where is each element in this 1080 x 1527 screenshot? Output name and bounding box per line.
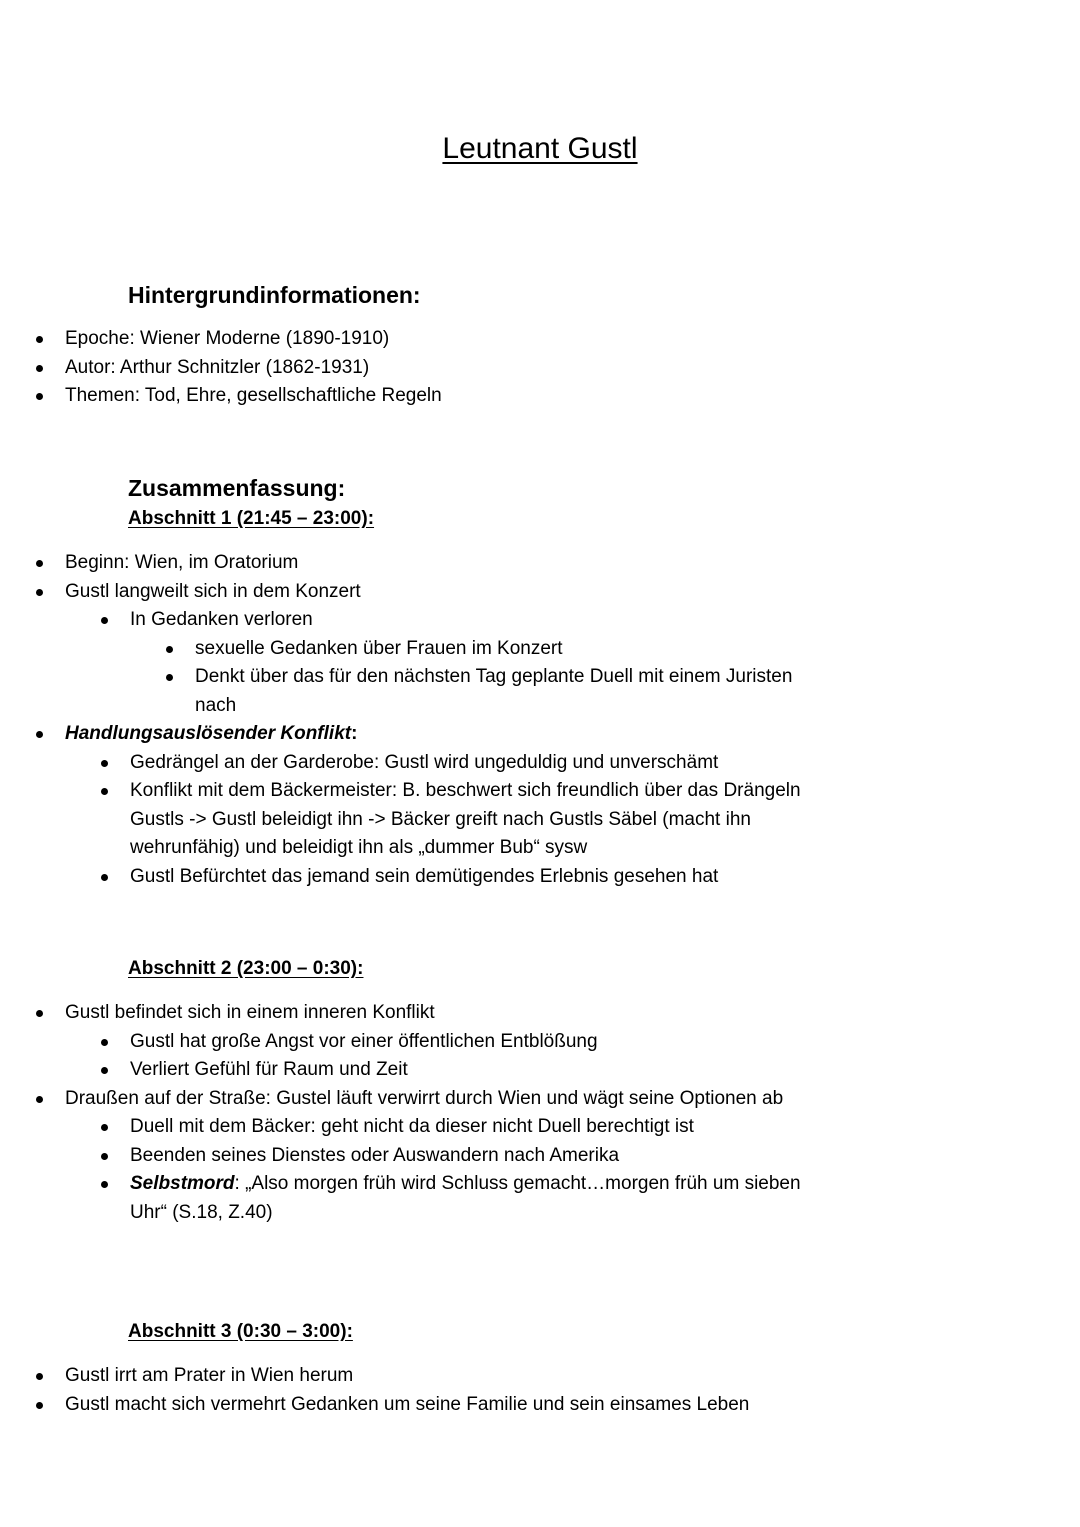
conflict-item xyxy=(0,720,835,749)
list-item: Verliert Gefühl für Raum und Zeit xyxy=(0,1056,810,1085)
page-title: Leutnant Gustl xyxy=(442,132,638,165)
list-item: Gedrängel an der Garderobe: Gustl wird ungeduldig und unverschämt xyxy=(0,749,810,778)
bullet-icon xyxy=(36,589,43,596)
list-item: Beginn: Wien, im Oratorium xyxy=(0,549,835,578)
section1-heading: Abschnitt 1 (21:45 – 23:00): xyxy=(128,508,375,529)
bullet-icon xyxy=(36,365,43,372)
section2-heading: Abschnitt 2 (23:00 – 0:30): xyxy=(128,958,364,979)
section3-heading: Abschnitt 3 (0:30 – 3:00): xyxy=(128,1321,353,1342)
bullet-icon xyxy=(101,617,108,624)
list-item: Gustl langweilt sich in dem Konzert xyxy=(0,578,835,607)
list-item: Autor: Arthur Schnitzler (1862-1931) xyxy=(0,354,835,383)
conflict-label: Handlungsauslösender Konflikt xyxy=(65,723,352,744)
list-item: sexuelle Gedanken über Frauen im Konzert xyxy=(0,635,795,664)
bullet-icon xyxy=(36,1373,43,1380)
list-item: Draußen auf der Straße: Gustel läuft verwirrt durch Wien und wägt seine Optionen ab xyxy=(0,1085,835,1114)
list-item: Beenden seines Dienstes oder Auswandern nach Amerika xyxy=(0,1142,810,1171)
list-item: In Gedanken verloren xyxy=(0,606,810,635)
bullet-icon xyxy=(101,1124,108,1131)
list-item: Themen: Tod, Ehre, gesellschaftliche Regeln xyxy=(0,382,835,411)
bullet-icon xyxy=(36,731,43,738)
list-item: Gustl hat große Angst vor einer öffentlichen Entblößung xyxy=(0,1028,810,1057)
list-item: Gustl Befürchtet das jemand sein demütigendes Erlebnis gesehen hat xyxy=(0,863,810,892)
list-item: Gustl macht sich vermehrt Gedanken um seine Familie und sein einsames Leben xyxy=(0,1391,835,1420)
bullet-icon xyxy=(101,760,108,767)
bullet-icon xyxy=(166,646,173,653)
bullet-icon xyxy=(36,1096,43,1103)
bullet-icon xyxy=(101,1153,108,1160)
suicide-label: Selbstmord xyxy=(130,1173,235,1194)
conflict-colon: : xyxy=(351,723,358,744)
background-heading: Hintergrundinformationen: xyxy=(128,282,421,308)
bullet-icon xyxy=(36,1010,43,1017)
suicide-item xyxy=(0,1170,810,1227)
suicide-quote: : „Also morgen früh wird Schluss gemacht…morgen früh um sieben Uhr“ (S.18, Z.40) xyxy=(130,1173,801,1223)
bullet-icon xyxy=(36,393,43,400)
background-list xyxy=(0,325,835,411)
section3-list xyxy=(0,1362,835,1419)
bullet-icon xyxy=(101,788,108,795)
list-item: Konflikt mit dem Bäckermeister: B. beschwert sich freundlich über das Drängeln Gustls -> Gustl beleidigt ihn -> Bäcker greift nach Gustls Säbel (macht ihn wehrunfähig) und beleidigt ihn als „dummer Bub“ sysw xyxy=(0,777,810,863)
section2-list xyxy=(0,999,835,1227)
bullet-icon xyxy=(101,874,108,881)
bullet-icon xyxy=(101,1067,108,1074)
bullet-icon xyxy=(36,336,43,343)
bullet-icon xyxy=(101,1039,108,1046)
bullet-icon xyxy=(36,560,43,567)
list-item: Denkt über das für den nächsten Tag geplante Duell mit einem Juristen nach xyxy=(0,663,795,720)
bullet-icon xyxy=(166,674,173,681)
list-item: Gustl irrt am Prater in Wien herum xyxy=(0,1362,835,1391)
summary-heading: Zusammenfassung: xyxy=(128,475,346,501)
section1-list xyxy=(0,549,835,891)
list-item: Duell mit dem Bäcker: geht nicht da dieser nicht Duell berechtigt ist xyxy=(0,1113,810,1142)
list-item: Epoche: Wiener Moderne (1890-1910) xyxy=(0,325,835,354)
bullet-icon xyxy=(101,1181,108,1188)
list-item: Gustl befindet sich in einem inneren Konflikt xyxy=(0,999,835,1028)
bullet-icon xyxy=(36,1402,43,1409)
